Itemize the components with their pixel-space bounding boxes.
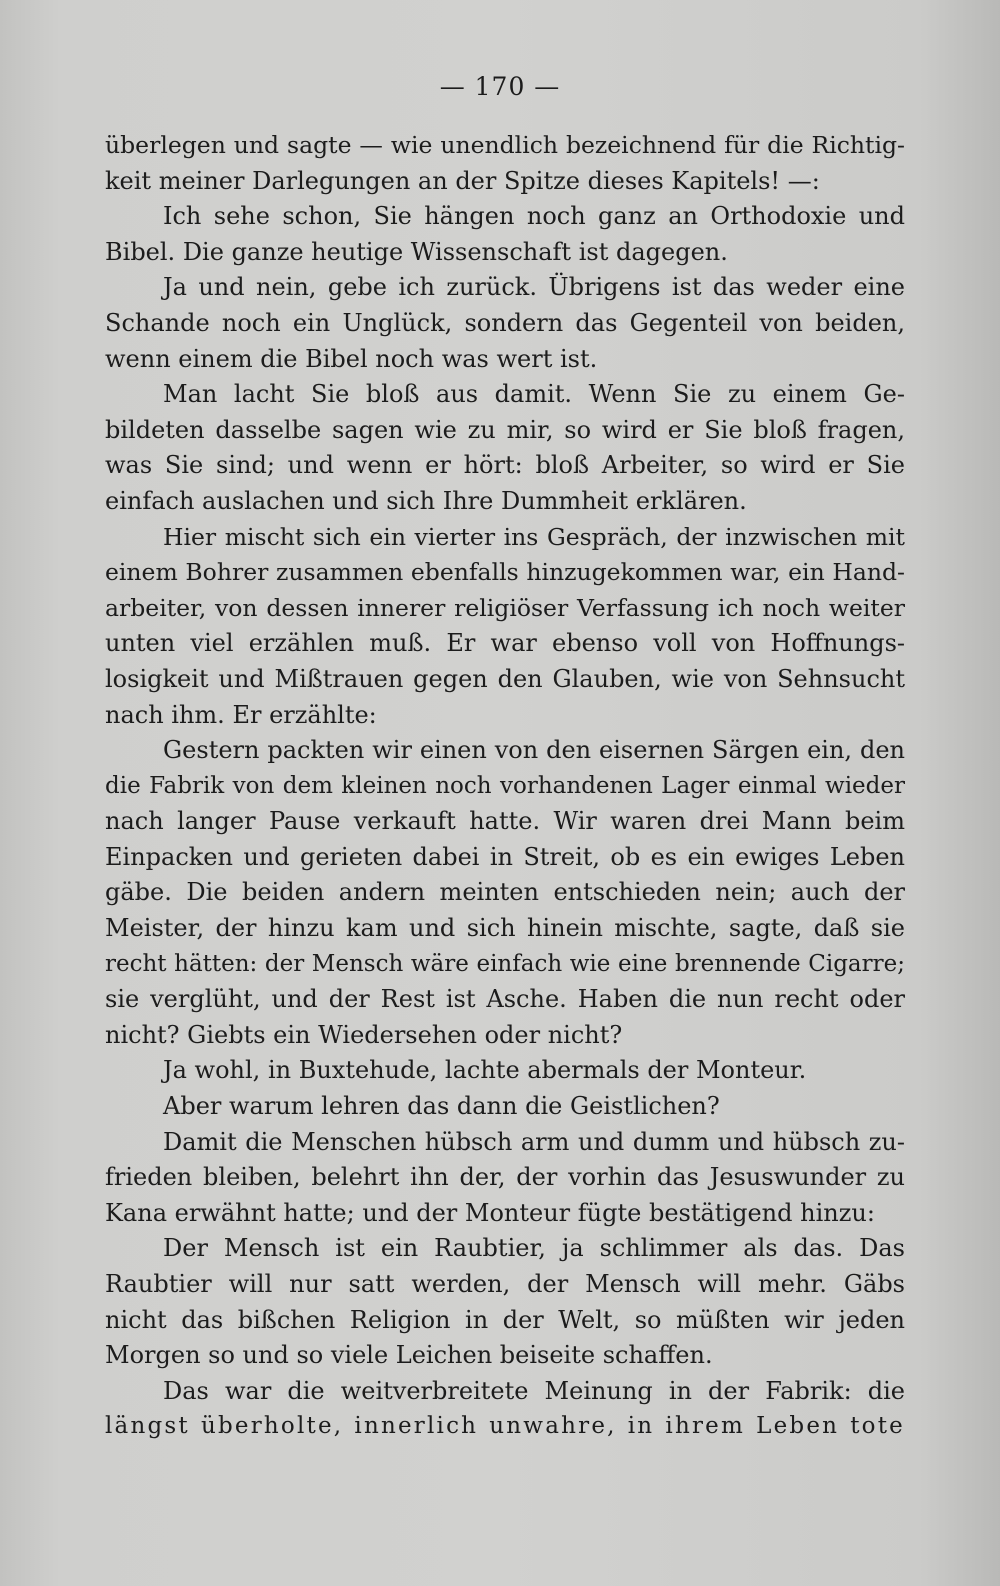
text-line: Aber warum lehren das dann die Geistlichen? bbox=[163, 1092, 720, 1121]
text-line: was Sie sind; und wenn er hört: bloß Arbeiter, so wird er Sie bbox=[105, 451, 905, 480]
text-line: längst überholte, innerlich unwahre, in ihrem Leben tote bbox=[105, 1413, 905, 1440]
text-line: nicht das bißchen Religion in der Welt, so müßten wir jeden bbox=[105, 1305, 905, 1334]
text-line: recht hätten: der Mensch wäre einfach wie eine brennende Cigarre; bbox=[105, 950, 905, 977]
text-line: losigkeit und Mißtrauen gegen den Glauben, wie von Sehnsucht bbox=[105, 664, 905, 693]
text-line: einfach auslachen und sich Ihre Dummheit erklären. bbox=[105, 486, 747, 515]
text-line: Einpacken und gerieten dabei in Streit, ob es ein ewiges Leben bbox=[105, 842, 905, 871]
text-line: nicht? Giebts ein Wiedersehen oder nicht? bbox=[105, 1020, 623, 1049]
text-line: einem Bohrer zusammen ebenfalls hinzugekommen war, ein Hand- bbox=[105, 558, 905, 587]
text-line: wenn einem die Bibel noch was wert ist. bbox=[105, 344, 598, 373]
text-line: die Fabrik von dem kleinen noch vorhandenen Lager einmal wieder bbox=[105, 772, 905, 799]
text-line: Kana erwähnt hatte; und der Monteur fügte bestätigend hinzu: bbox=[105, 1198, 875, 1227]
page-number: — 170 — bbox=[439, 72, 561, 101]
text-line: Raubtier will nur satt werden, der Mensch will mehr. Gäbs bbox=[105, 1270, 905, 1298]
text-line: Man lacht Sie bloß aus damit. Wenn Sie zu einem Ge- bbox=[163, 380, 905, 409]
body-text bbox=[105, 128, 905, 1445]
text-line: nach langer Pause verkauft hatte. Wir waren drei Mann beim bbox=[105, 807, 905, 836]
text-line: Gestern packten wir einen von den eisernen Särgen ein, den bbox=[163, 736, 905, 765]
text-line: gäbe. Die beiden andern meinten entschieden nein; auch der bbox=[105, 878, 905, 907]
text-line: Ja und nein, gebe ich zurück. Übrigens ist das weder eine bbox=[163, 273, 905, 302]
text-line: sie verglüht, und der Rest ist Asche. Haben die nun recht oder bbox=[105, 985, 905, 1014]
text-line: überlegen und sagte — wie unendlich bezeichnend für die Richtig- bbox=[105, 131, 905, 159]
text-line: keit meiner Darlegungen an der Spitze dieses Kapitels! —: bbox=[105, 166, 820, 195]
text-line: unten viel erzählen muß. Er war ebenso voll von Hoffnungs- bbox=[105, 629, 905, 658]
text-line: Damit die Menschen hübsch arm und dumm und hübsch zu- bbox=[163, 1127, 905, 1156]
text-line: Ja wohl, in Buxtehude, lachte abermals der Monteur. bbox=[163, 1056, 807, 1085]
text-line: Das war die weitverbreitete Meinung in der Fabrik: die bbox=[163, 1376, 905, 1405]
text-line: Hier mischt sich ein vierter ins Gespräch, der inzwischen mit bbox=[163, 522, 905, 551]
text-line: Schande noch ein Unglück, sondern das Gegenteil von beiden, bbox=[105, 308, 905, 337]
text-line: Bibel. Die ganze heutige Wissenschaft ist dagegen. bbox=[105, 237, 728, 266]
text-line: frieden bleiben, belehrt ihn der, der vorhin das Jesuswunder zu bbox=[105, 1163, 905, 1192]
text-line: Morgen so und so viele Leichen beiseite schaffen. bbox=[105, 1341, 713, 1370]
text-line: arbeiter, von dessen innerer religiöser Verfassung ich noch weiter bbox=[105, 593, 905, 622]
text-line: Meister, der hinzu kam und sich hinein mischte, sagte, daß sie bbox=[105, 914, 905, 943]
text-line: bildeten dasselbe sagen wie zu mir, so wird er Sie bloß fragen, bbox=[105, 415, 905, 444]
text-line: Ich sehe schon, Sie hängen noch ganz an Orthodoxie und bbox=[163, 202, 905, 231]
text-line: nach ihm. Er erzählte: bbox=[105, 700, 377, 729]
text-line: Der Mensch ist ein Raubtier, ja schlimmer als das. Das bbox=[163, 1234, 905, 1263]
